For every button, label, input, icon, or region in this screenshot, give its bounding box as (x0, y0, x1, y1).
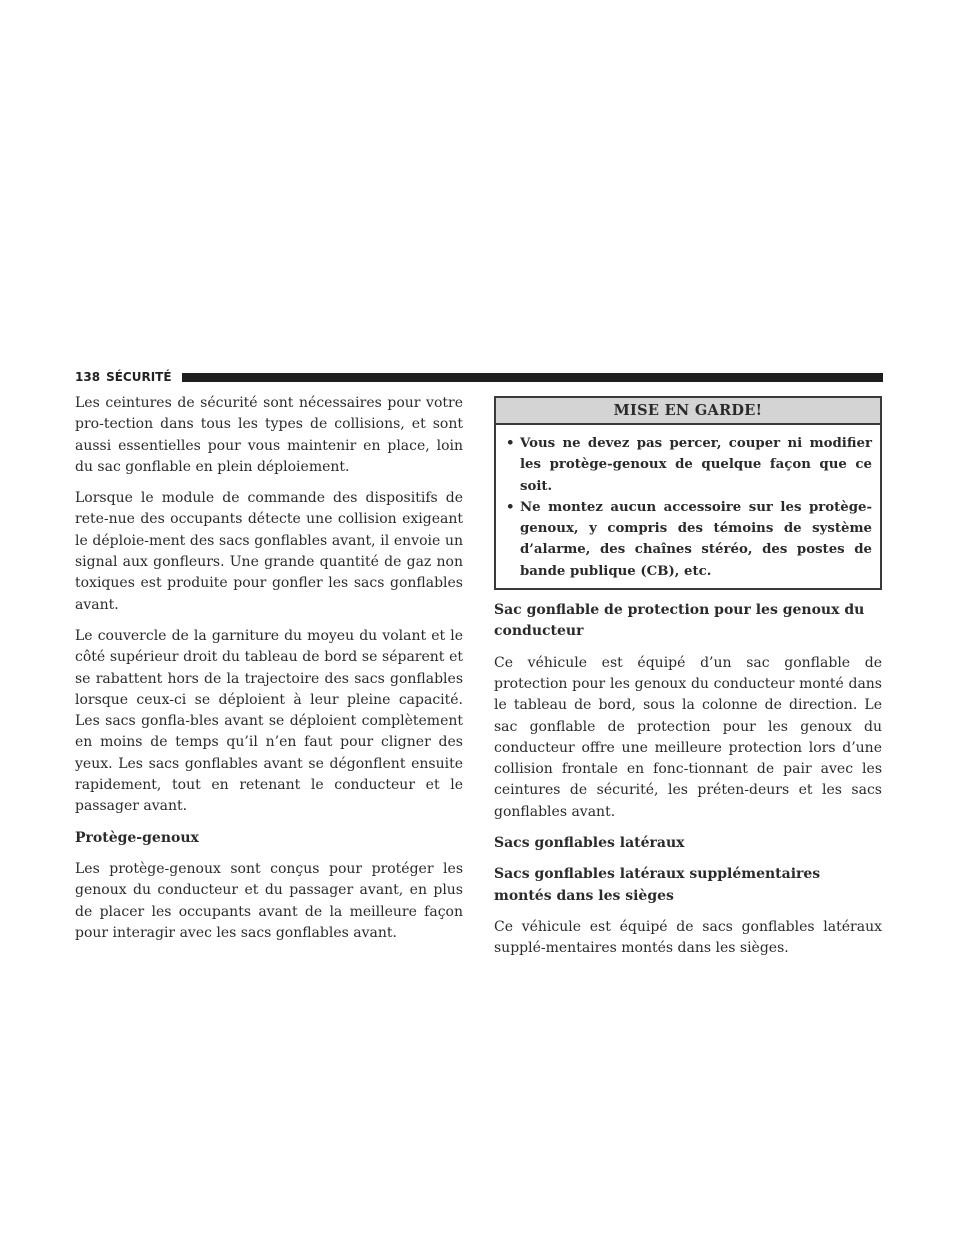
paragraph-seat-side-airbags: Ce véhicule est équipé de sacs gonflables latéraux supplé-mentaires montés dans les sièges. (494, 918, 882, 957)
bullet-icon: • (506, 436, 515, 451)
warning-box (494, 396, 882, 590)
warning-item (504, 497, 872, 582)
left-column (75, 393, 463, 954)
warning-list (496, 425, 880, 588)
warning-title: MISE EN GARDE! (496, 398, 880, 425)
paragraph-knee-bolsters: Les protège-genoux sont conçus pour protéger les genoux du conducteur et du passager avant, en plus de placer les occupants avant de la meilleure façon pour interagir avec les sacs gonflables avant. (75, 860, 463, 941)
warning-item-text: Vous ne devez pas percer, couper ni modifier les protège-genoux de quelque façon que ce soit. (520, 436, 872, 494)
paragraph-seatbelts: Les ceintures de sécurité sont nécessaires pour votre pro-tection dans tous les types de collisions, et sont aussi essentielles pour vous maintenir en place, loin du sac gonflable en plein déploiement. (75, 395, 463, 475)
heading-driver-knee-airbag: Sac gonflable de protection pour les genoux du conducteur (494, 602, 865, 640)
section-title: SÉCURITÉ (106, 370, 172, 384)
heading-side-airbags: Sacs gonflables latéraux (494, 835, 685, 852)
warning-item (504, 433, 872, 497)
paragraph-control-module: Lorsque le module de commande des dispositifs de rete-nue des occupants détecte une collision exigeant le déploie-ment des sacs gonflables avant, il envoie un signal aux gonfleurs. Une grande quantité de gaz non toxiques est produite pour gonfler les sacs gonflables avant. (75, 490, 463, 613)
heading-knee-bolsters: Protège-genoux (75, 829, 199, 846)
right-column (494, 393, 882, 970)
paragraph-driver-knee-airbag: Ce véhicule est équipé d’un sac gonflable de protection pour les genoux du conducteur monté dans le tableau de bord, sous la colonne de direction. Le sac gonflable de protection pour les genoux du conducteur offre une meilleure protection lors d’une collision frontale en fonc-tionnant de pair avec les ceintures de sécurité, les préten-deurs et les sacs gonflables avant. (494, 654, 882, 820)
header-rule (182, 373, 883, 382)
heading-seat-side-airbags: Sacs gonflables latéraux supplémentaires montés dans les sièges (494, 866, 821, 904)
paragraph-trim-cover: Le couvercle de la garniture du moyeu du volant et le côté supérieur droit du tableau de bord se séparent et se rabattent hors de la trajectoire des sacs gonflables lorsque ceux-ci se déploient à leur pleine capacité. Les sacs gonfla-bles avant se déploient complètement en moins de temps qu’il n’en faut pour cligner des yeux. Les sacs gonflables avant se dégonflent ensuite rapidement, tout en retenant le conducteur et le passager avant. (75, 627, 463, 815)
bullet-icon: • (506, 499, 515, 515)
page-header (75, 369, 883, 385)
page-number: 138 (75, 370, 101, 384)
warning-item-text: Ne montez aucun accessoire sur les protège-genoux, y compris des témoins de système d’alarme, des chaînes stéréo, des postes de bande publique (CB), etc. (520, 499, 872, 579)
